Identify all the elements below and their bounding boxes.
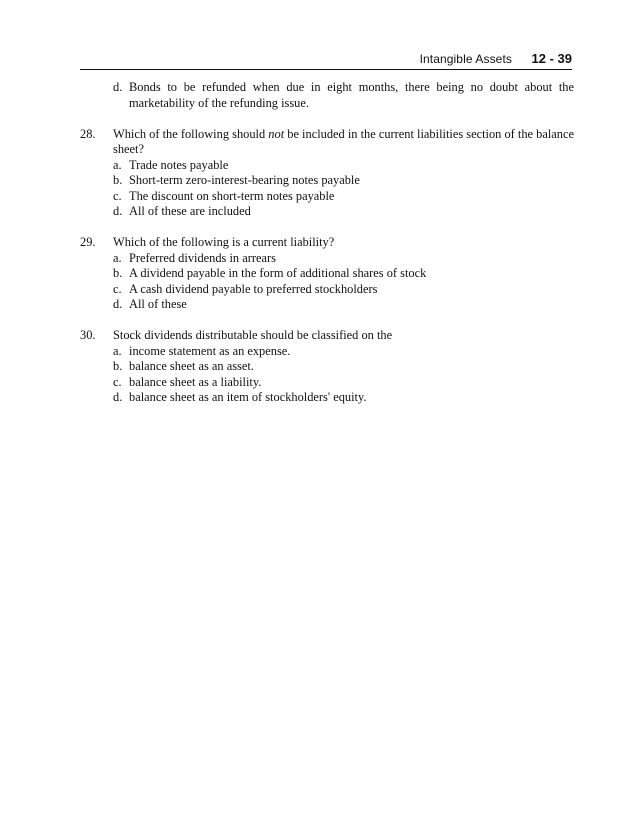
option-text: A dividend payable in the form of additional shares of stock	[129, 266, 427, 280]
option-text: balance sheet as an item of stockholders' equity.	[129, 390, 367, 404]
option-letter: c.	[113, 281, 122, 296]
question-text: Which of the following should not be included in the current liabilities section of the balance sheet?	[113, 126, 574, 156]
option-letter: b.	[113, 359, 123, 373]
option-text: balance sheet as an asset.	[129, 359, 254, 373]
option-letter: d.	[113, 297, 123, 311]
option-text: A cash dividend payable to preferred stockholders	[129, 281, 378, 296]
question-30	[80, 328, 574, 406]
option-text: Short-term zero-interest-bearing notes payable	[129, 173, 360, 187]
continued-question	[80, 80, 574, 111]
page-header	[80, 30, 572, 70]
answer-option	[113, 359, 574, 375]
question-number: 29.	[80, 235, 96, 249]
option-letter: c.	[113, 374, 122, 389]
answer-option	[113, 251, 574, 267]
emphasis-text: not	[268, 126, 285, 141]
option-letter: a.	[113, 343, 122, 358]
answer-option	[113, 344, 574, 360]
question-number: 30.	[80, 328, 96, 342]
answer-option	[113, 204, 574, 220]
page-number: 12 - 39	[531, 51, 572, 66]
option-letter: d.	[113, 204, 123, 218]
option-letter: c.	[113, 188, 122, 203]
question-text: Which of the following is a current liability?	[113, 235, 335, 249]
answer-option	[113, 158, 574, 174]
question-number: 28.	[80, 126, 96, 141]
option-letter: b.	[113, 173, 123, 187]
question-text: Stock dividends distributable should be classified on the	[113, 328, 393, 342]
answer-option	[113, 282, 574, 298]
option-letter: d.	[113, 390, 123, 404]
option-letter: a.	[113, 250, 122, 265]
answer-option	[113, 390, 574, 406]
option-text: All of these	[129, 297, 187, 311]
option-letter: b.	[113, 266, 123, 280]
section-title: Intangible Assets	[419, 52, 512, 66]
answer-option	[113, 173, 574, 189]
option-letter: a.	[113, 157, 122, 172]
document-body	[80, 80, 574, 421]
answer-option	[113, 375, 574, 391]
option-letter: d.	[113, 80, 123, 94]
option-text: The discount on short-term notes payable	[129, 188, 335, 203]
answer-option	[113, 189, 574, 205]
question-28	[80, 127, 574, 220]
option-text: balance sheet as a liability.	[129, 374, 262, 389]
option-text: All of these are included	[129, 204, 251, 218]
option-text: Preferred dividends in arrears	[129, 250, 276, 265]
option-text: Trade notes payable	[129, 157, 229, 172]
option-text: income statement as an expense.	[129, 343, 291, 358]
answer-option	[113, 297, 574, 313]
answer-option	[113, 266, 574, 282]
question-29	[80, 235, 574, 313]
option-text: Bonds to be refunded when due in eight months, there being no doubt about the marketability of the refunding issue.	[129, 80, 574, 110]
answer-option	[113, 80, 574, 111]
